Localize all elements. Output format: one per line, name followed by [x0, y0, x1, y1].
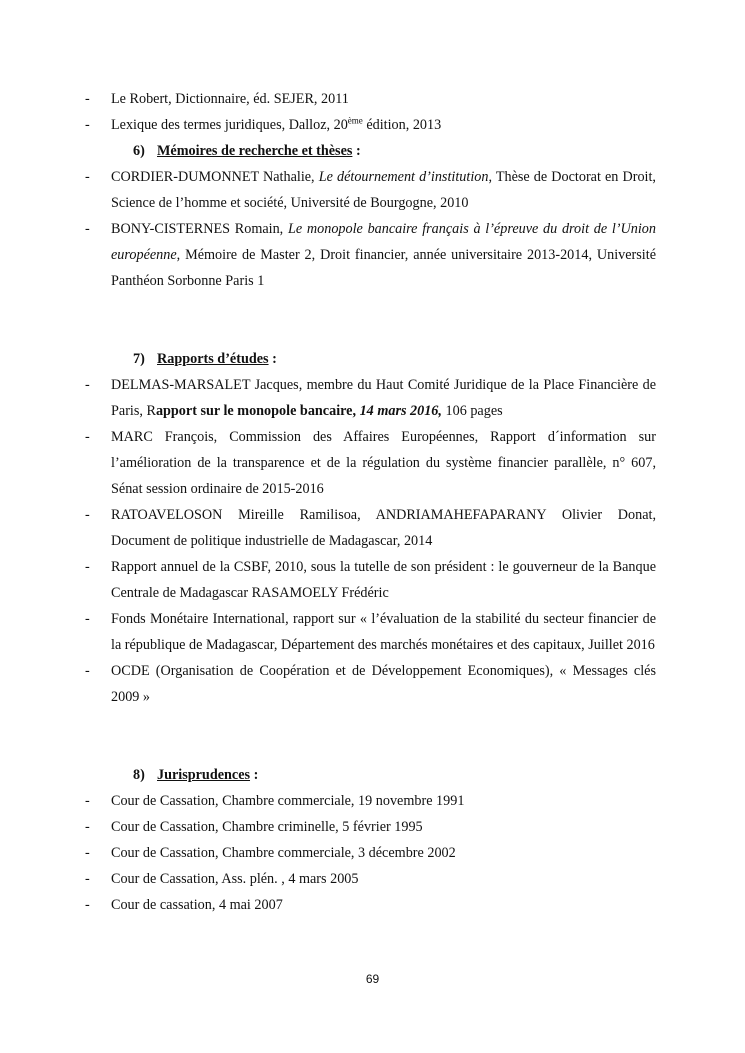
section-heading-jurisprudences: [85, 762, 656, 788]
reference-entry: [85, 840, 656, 866]
reference-entry: [85, 112, 656, 138]
section-suffix: :: [268, 351, 277, 367]
superscript: ème: [347, 115, 363, 126]
section-heading-rapports: [85, 346, 656, 372]
reference-text: Cour de cassation, 4 mai 2007: [111, 897, 283, 913]
reference-entry: [85, 788, 656, 814]
list-dash: -: [85, 663, 90, 679]
reference-text: OCDE (Organisation de Coopération et de Développement Economiques), « Messages clés 2009 »: [111, 663, 656, 705]
reference-author: CORDIER-DUMONNET Nathalie,: [111, 169, 319, 185]
reference-entry: [85, 814, 656, 840]
list-dash: -: [85, 377, 90, 393]
reference-author: DELMAS-MARSALET Jacques, membre du Haut Comité Juridique de la Place Financière de Paris, R: [111, 377, 656, 419]
reference-entry: [85, 554, 656, 606]
section-number: 6): [133, 143, 145, 159]
list-dash: -: [85, 117, 90, 133]
spacer: [85, 320, 656, 346]
reference-entry: [85, 892, 656, 918]
reference-entry: [85, 372, 656, 424]
reference-entry: [85, 606, 656, 658]
reference-entry: [85, 866, 656, 892]
reference-details: 106 pages: [441, 403, 503, 419]
reference-date: 14 mars 2016,: [359, 403, 442, 419]
list-dash: -: [85, 169, 90, 185]
reference-text: Fonds Monétaire International, rapport sur « l’évaluation de la stabilité du secteur financier de la république de Madagascar, Département des marchés monétaires et des capitaux, Juillet 2016: [111, 611, 656, 653]
reference-entry: [85, 502, 656, 554]
reference-details: , Thèse de Doctorat en Droit, Science de l’homme et société, Université de Bourgogne, 2010: [111, 169, 656, 211]
bibliography: [85, 86, 656, 918]
reference-text: Lexique des termes juridiques, Dalloz, 20: [111, 117, 348, 133]
list-dash: -: [85, 507, 90, 523]
list-dash: -: [85, 559, 90, 575]
reference-text: Rapport annuel de la CSBF, 2010, sous la tutelle de son président : le gouverneur de la Banque Centrale de Madagascar RASAMOELY Frédéric: [111, 559, 656, 601]
reference-entry: [85, 424, 656, 502]
list-dash: -: [85, 793, 90, 809]
list-dash: -: [85, 845, 90, 861]
spacer: [85, 736, 656, 762]
reference-entry: [85, 216, 656, 294]
section-title: Rapports d’études: [157, 351, 269, 367]
list-dash: -: [85, 91, 90, 107]
reference-text: Cour de Cassation, Ass. plén. , 4 mars 2005: [111, 871, 359, 887]
reference-author: BONY-CISTERNES Romain,: [111, 221, 288, 237]
reference-text: Cour de Cassation, Chambre commerciale, 3 décembre 2002: [111, 845, 456, 861]
list-dash: -: [85, 429, 90, 445]
section-title: Jurisprudences: [157, 767, 251, 783]
page-number: 69: [365, 972, 380, 986]
reference-title: Le détournement d’institution: [318, 169, 489, 185]
section-number: 7): [133, 351, 145, 367]
section-suffix: :: [250, 767, 259, 783]
reference-text: édition, 2013: [362, 117, 442, 133]
reference-entry: [85, 86, 656, 112]
reference-entry: [85, 658, 656, 710]
reference-text: Le Robert, Dictionnaire, éd. SEJER, 2011: [111, 91, 349, 107]
reference-text: RATOAVELOSON Mireille Ramilisoa, ANDRIAMAHEFAPARANY Olivier Donat, Document de politique industrielle de Madagascar, 2014: [111, 507, 656, 549]
reference-entry: [85, 164, 656, 216]
reference-title: apport sur le monopole bancaire,: [155, 403, 360, 419]
spacer: [85, 294, 656, 320]
list-dash: -: [85, 611, 90, 627]
reference-text: Cour de Cassation, Chambre criminelle, 5 février 1995: [111, 819, 423, 835]
reference-details: , Mémoire de Master 2, Droit financier, année universitaire 2013-2014, Université Panthéon Sorbonne Paris 1: [111, 247, 656, 289]
reference-title: Le monopole bancaire français à l’épreuve du droit de l’Union européenne: [111, 221, 656, 263]
section-title: Mémoires de recherche et thèses: [157, 143, 353, 159]
list-dash: -: [85, 819, 90, 835]
list-dash: -: [85, 871, 90, 887]
section-heading-memoires: [85, 138, 656, 164]
list-dash: -: [85, 897, 90, 913]
list-dash: -: [85, 221, 90, 237]
reference-text: Cour de Cassation, Chambre commerciale, 19 novembre 1991: [111, 793, 465, 809]
section-number: 8): [133, 767, 145, 783]
spacer: [85, 710, 656, 736]
reference-text: MARC François, Commission des Affaires Européennes, Rapport d´information sur l’amélioration de la transparence et de la régulation du système financier parallèle, n° 607, Sénat session ordinaire de 2015-2016: [111, 429, 656, 497]
section-suffix: :: [352, 143, 361, 159]
